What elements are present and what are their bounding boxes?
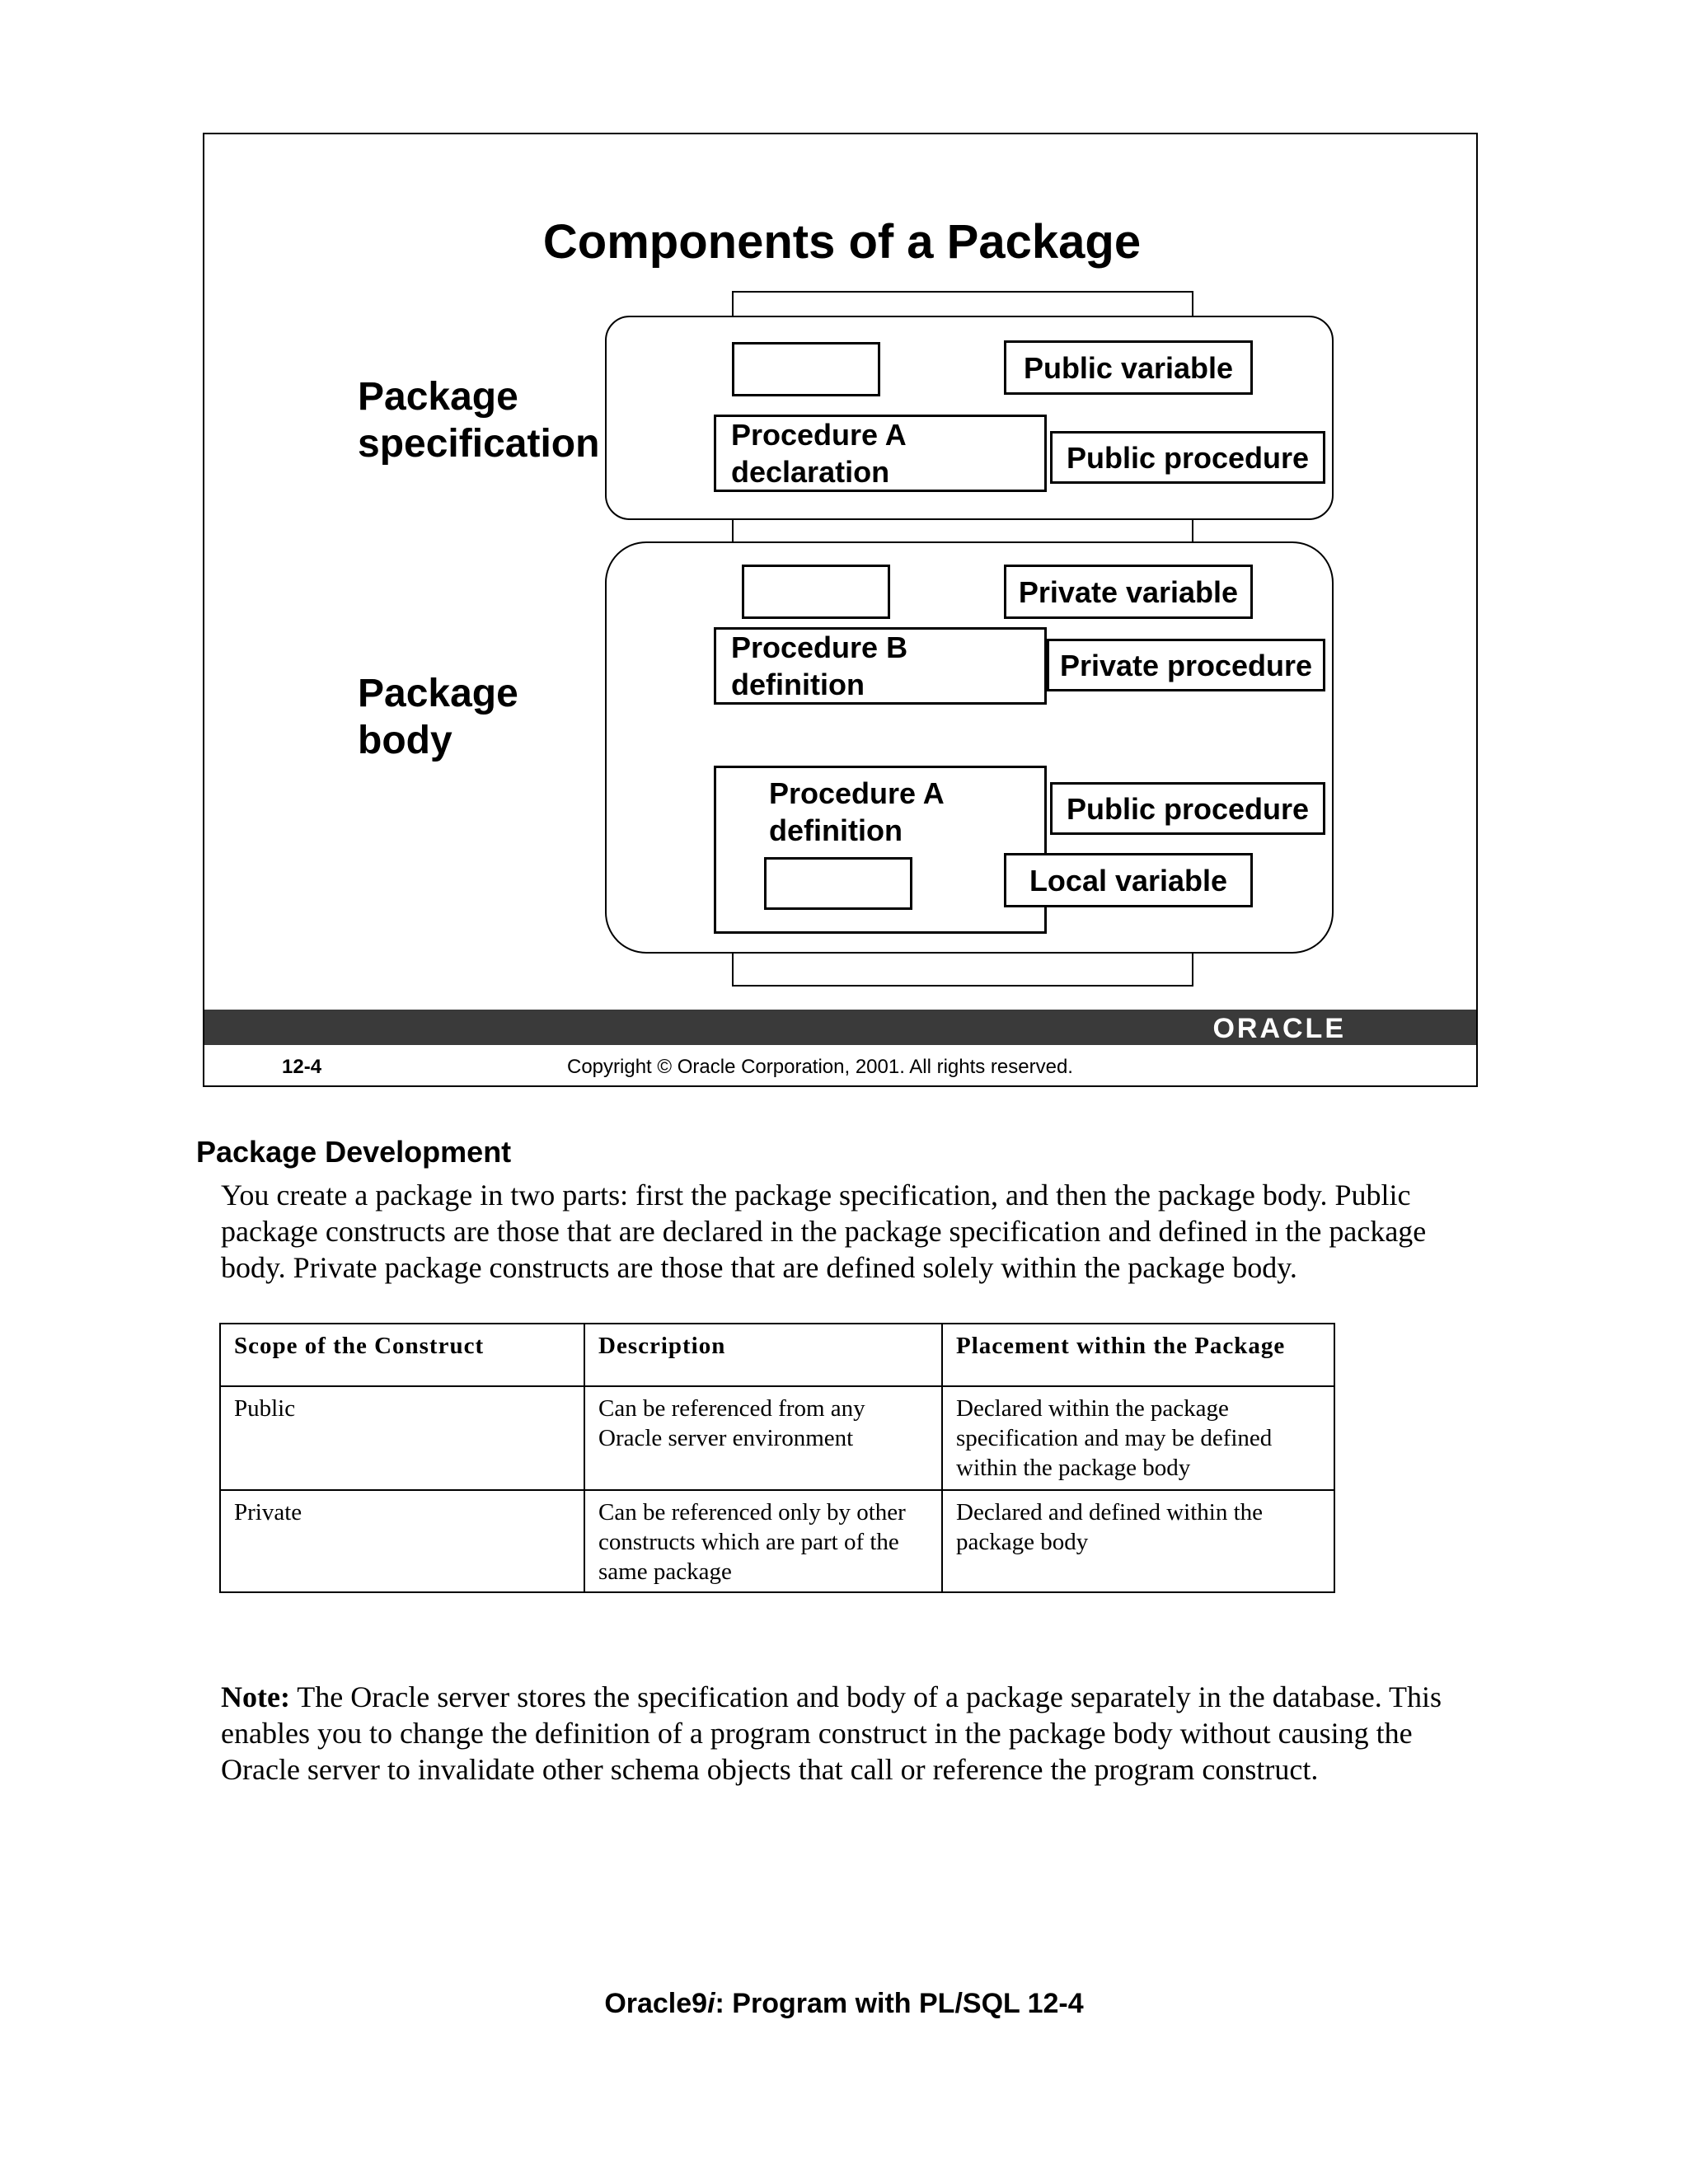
table-cell: Declared and defined within the package body bbox=[942, 1490, 1334, 1592]
procedure-b-definition-box: Procedure B definition bbox=[714, 627, 1047, 705]
connector-bottom bbox=[732, 985, 1193, 987]
connector-right-mid bbox=[1192, 520, 1193, 541]
table-row bbox=[220, 1386, 1334, 1490]
connector-right-bottom bbox=[1192, 954, 1193, 987]
note-text: The Oracle server stores the specification and body of a package separately in the database. This enables you to change the definition of a program construct in the package body without causing the Oracle server to invalidate other schema objects that call or reference the program construct. bbox=[221, 1680, 1442, 1786]
table-cell: Private bbox=[220, 1490, 584, 1592]
table-row bbox=[220, 1490, 1334, 1592]
table-header-row bbox=[220, 1324, 1334, 1386]
oracle-logo: ORACLE bbox=[1212, 1013, 1346, 1044]
public-procedure-spec-box: Public procedure bbox=[1050, 431, 1325, 484]
table-cell: Can be referenced only by other constructs which are part of the same package bbox=[584, 1490, 942, 1592]
local-variable-placeholder bbox=[764, 857, 912, 910]
scope-table bbox=[219, 1323, 1335, 1593]
intro-paragraph: You create a package in two parts: first the package specification, and then the package body. Public package constructs are those that are declared in the package specification and defined in the package body. Private package constructs are those that are defined solely within the package body. bbox=[221, 1179, 1427, 1284]
package-specification-label: Package specification bbox=[358, 375, 600, 466]
procedure-a-definition-label: Procedure A definition bbox=[769, 776, 945, 847]
public-procedure-body-box: Public procedure bbox=[1050, 782, 1325, 835]
procedure-a-declaration-box: Procedure A declaration bbox=[714, 415, 1047, 492]
section-heading: Package Development bbox=[196, 1135, 512, 1169]
copyright: Copyright © Oracle Corporation, 2001. All rights reserved. bbox=[567, 1056, 1073, 1078]
package-body-label: Package body bbox=[358, 672, 518, 762]
table-header: Scope of the Construct bbox=[220, 1324, 584, 1386]
public-variable-placeholder bbox=[732, 342, 880, 396]
private-variable-box: Private variable bbox=[1004, 565, 1253, 619]
table-cell: Can be referenced from any Oracle server environment bbox=[584, 1386, 942, 1490]
private-procedure-box: Private procedure bbox=[1047, 639, 1325, 691]
scope-table-wrapper bbox=[219, 1323, 1335, 1593]
connector-left-top bbox=[732, 291, 734, 316]
local-variable-box: Local variable bbox=[1004, 853, 1253, 907]
connector-right-top bbox=[1192, 291, 1193, 316]
slide-title: Components of a Package bbox=[542, 215, 1142, 269]
table-cell: Public bbox=[220, 1386, 584, 1490]
slide-number: 12-4 bbox=[282, 1056, 322, 1078]
connector-top bbox=[732, 291, 1193, 293]
procedure-a-definition-box bbox=[714, 766, 1047, 934]
page-footer: Oracle9i: Program with PL/SQL 12-4 bbox=[604, 1988, 1084, 2019]
slide bbox=[203, 133, 1478, 1087]
table-cell: Declared within the package specification and may be defined within the package body bbox=[942, 1386, 1334, 1490]
note-paragraph bbox=[221, 1679, 1482, 1788]
private-variable-placeholder bbox=[742, 565, 890, 619]
connector-left-mid bbox=[732, 520, 734, 541]
public-variable-box: Public variable bbox=[1004, 340, 1253, 395]
table-header: Description bbox=[584, 1324, 942, 1386]
note-label: Note: bbox=[221, 1680, 290, 1713]
table-header: Placement within the Package bbox=[942, 1324, 1334, 1386]
connector-left-bottom bbox=[732, 954, 734, 987]
